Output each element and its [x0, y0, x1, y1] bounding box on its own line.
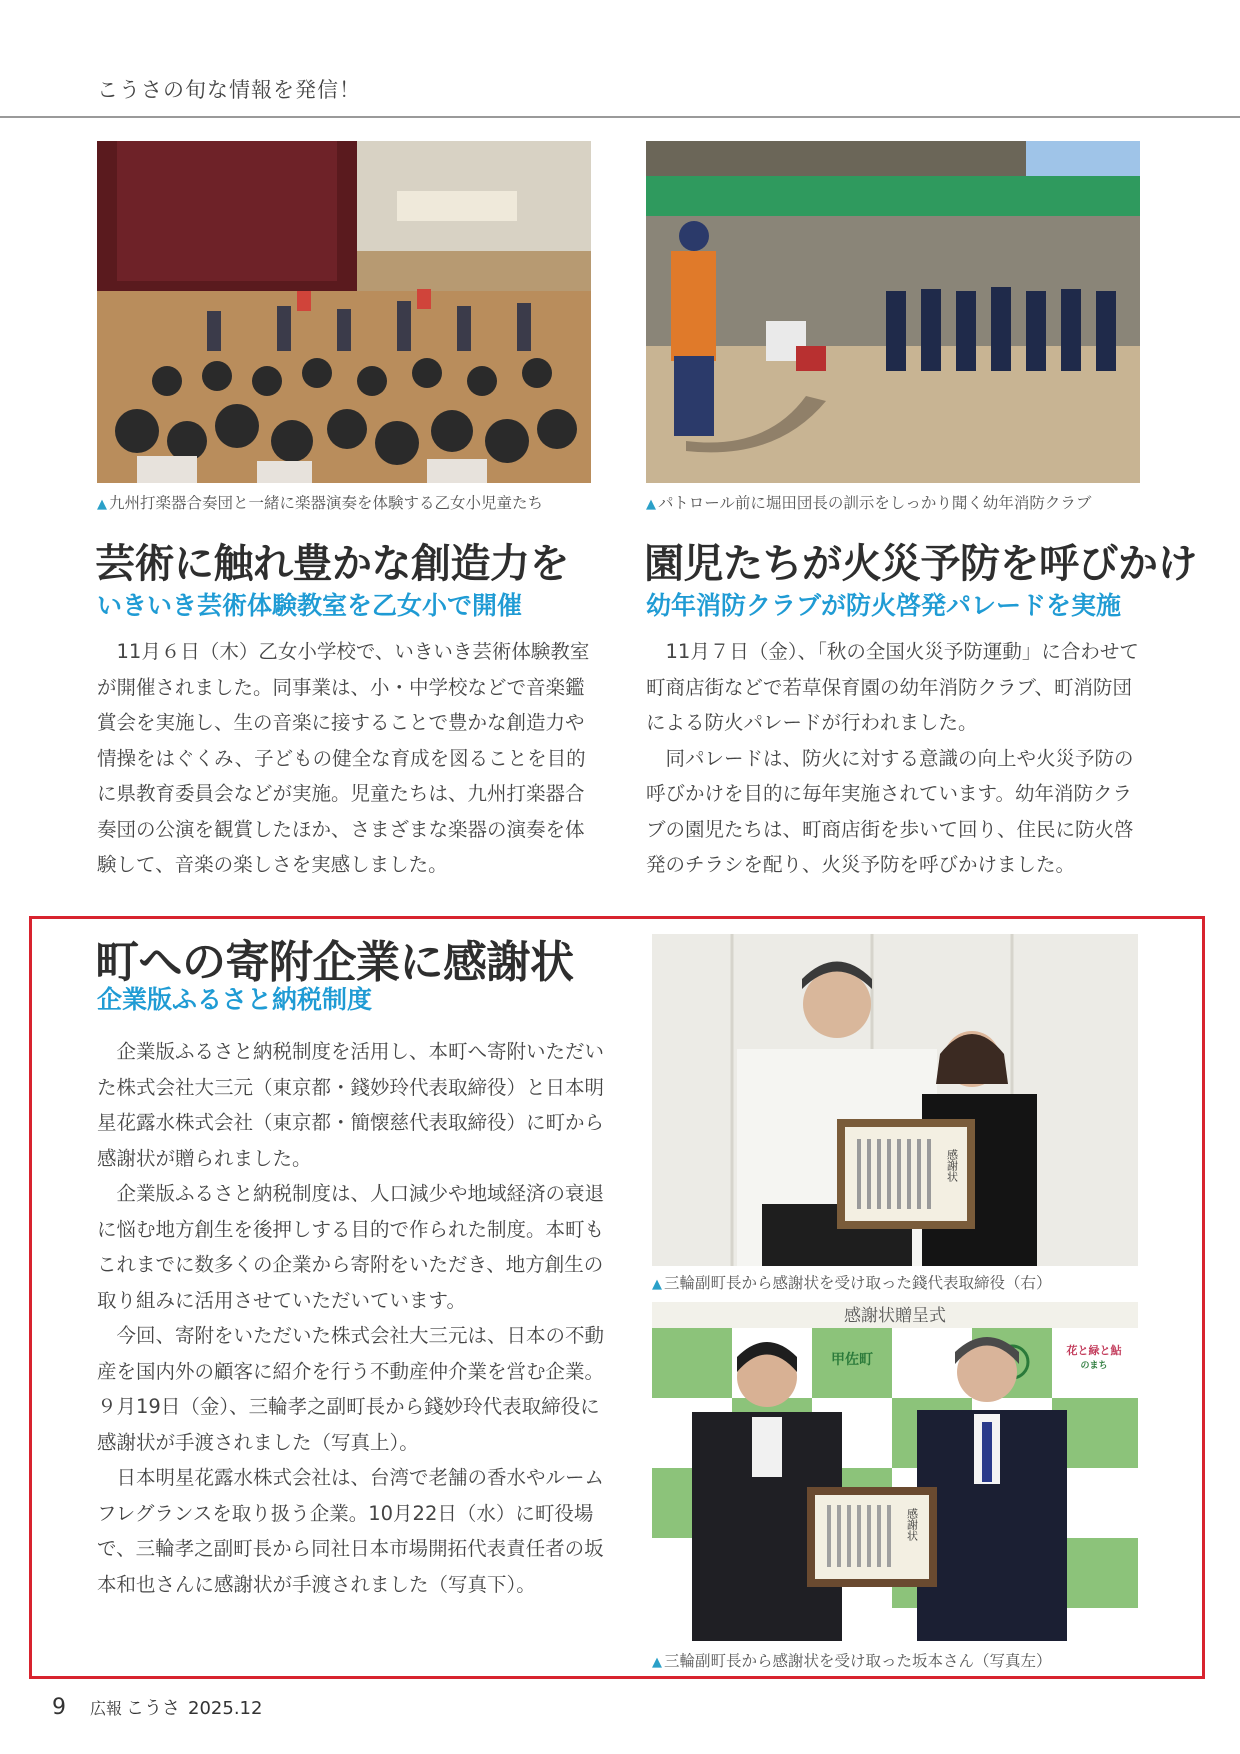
- article1-title: 芸術に触れ豊かな創造力を: [95, 541, 569, 587]
- article2-paragraph: 11月７日（金）、「秋の全国火災予防運動」に合わせて町商店街などで若草保育園の幼年消防クラブ、町消防団による防火パレードが行われました。: [646, 640, 1139, 734]
- article2-subtitle: 幼年消防クラブが防火啓発パレードを実施: [646, 591, 1122, 620]
- award-photo-bottom-caption: ▲ 三輪副町長から感謝状を受け取った坂本さん（写真左）: [652, 1652, 1052, 1670]
- award-photo-top: [652, 934, 1138, 1266]
- fire-club-photo: [646, 141, 1140, 483]
- page-footer: [52, 1694, 262, 1720]
- ceremony-banner-text: 感謝状贈呈式: [844, 1306, 946, 1326]
- page-header-title: こうさの旬な情報を発信！: [97, 78, 361, 102]
- magazine-label: 広報: [90, 1699, 123, 1718]
- article3-paragraph: 日本明星花露水株式会社は、台湾で老舗の香水やルームフレグランスを取り扱う企業。10月22日（水）に町役場で、三輪孝之副町長から同社日本市場開拓代表責任者の坂本和也さんに感謝状が手渡されました（写真下）。: [97, 1466, 605, 1596]
- fire-club-caption: ▲ パトロール前に堀田団長の訓示をしっかり聞く幼年消防クラブ: [646, 494, 1092, 512]
- header-divider: [0, 116, 1240, 118]
- award-photo-bottom: [652, 1302, 1138, 1641]
- article3-paragraph: 今回、寄附をいただいた株式会社大三元は、日本の不動産を国内外の顧客に紹介を行う不動産仲介業を営む企業。９月19日（金）、三輪孝之副町長から錢妙玲代表取締役に感謝状が手渡されました（写真上）。: [97, 1324, 605, 1454]
- award-photo-top-caption: ▲ 三輪副町長から感謝状を受け取った錢代表取締役（右）: [652, 1274, 1052, 1292]
- article3-title: 町への寄附企業に感謝状: [95, 937, 574, 988]
- article2-title: 園児たちが火災予防を呼びかけ: [644, 541, 1197, 587]
- page-number: 9: [52, 1695, 66, 1720]
- school-concert-photo: [97, 141, 591, 483]
- certificate-title-bottom: 感謝状: [905, 1508, 919, 1541]
- backdrop-logo-kosa: 甲佐町: [831, 1352, 873, 1368]
- article3-paragraph: 企業版ふるさと納税制度を活用し、本町へ寄附いただいた株式会社大三元（東京都・錢妙玲代表取締役）と日本明星花露水株式会社（東京都・簡懐慈代表取締役）に町から感謝状が贈られました。: [97, 1040, 605, 1170]
- article2-paragraph: 同パレードは、防火に対する意識の向上や火災予防の呼びかけを目的に毎年実施されています。幼年消防クラブの園児たちは、町商店街を歩いて回り、住民に防火啓発のチラシを配り、火災予防を呼びかけました。: [646, 746, 1134, 876]
- issue-date: 2025.12: [188, 1698, 263, 1719]
- article3-body: [97, 1034, 605, 1602]
- caption-triangle-icon: ▲: [646, 497, 656, 512]
- article3-paragraph: 企業版ふるさと納税制度は、人口減少や地域経済の衰退に悩む地方創生を後押しする目的で作られた制度。本町もこれまでに数多くの企業から寄附をいただき、地方創生の取り組みに活用させていただいています。: [97, 1182, 605, 1312]
- certificate-title-top: 感謝状: [945, 1149, 959, 1182]
- school-concert-caption: ▲ 九州打楽器合奏団と一緒に楽器演奏を体験する乙女小児童たち: [97, 494, 544, 512]
- caption-triangle-icon: ▲: [97, 497, 107, 512]
- article3-subtitle: 企業版ふるさと納税制度: [97, 985, 373, 1014]
- backdrop-logo-hana: 花と緑と鮎: [1066, 1344, 1122, 1357]
- article2-body: [646, 634, 1142, 883]
- caption-triangle-icon: ▲: [652, 1277, 662, 1292]
- article1-paragraph: 11月６日（木）乙女小学校で、いきいき芸術体験教室が開催されました。同事業は、小・中学校などで音楽鑑賞会を実施し、生の音楽に接することで豊かな創造力や情操をはぐくみ、子どもの健全な育成を図ることを目的に県教育委員会などが実施。児童たちは、九州打楽器合奏団の公演を観賞したほか、さまざまな楽器の演奏を体験して、音楽の楽しさを実感しました。: [97, 640, 590, 876]
- article1-body: [97, 634, 593, 883]
- backdrop-logo-nomachi: のまち: [1080, 1361, 1108, 1371]
- article1-subtitle: いきいき芸術体験教室を乙女小で開催: [97, 591, 523, 620]
- caption-triangle-icon: ▲: [652, 1655, 662, 1670]
- magazine-brand: こうさ: [126, 1698, 181, 1719]
